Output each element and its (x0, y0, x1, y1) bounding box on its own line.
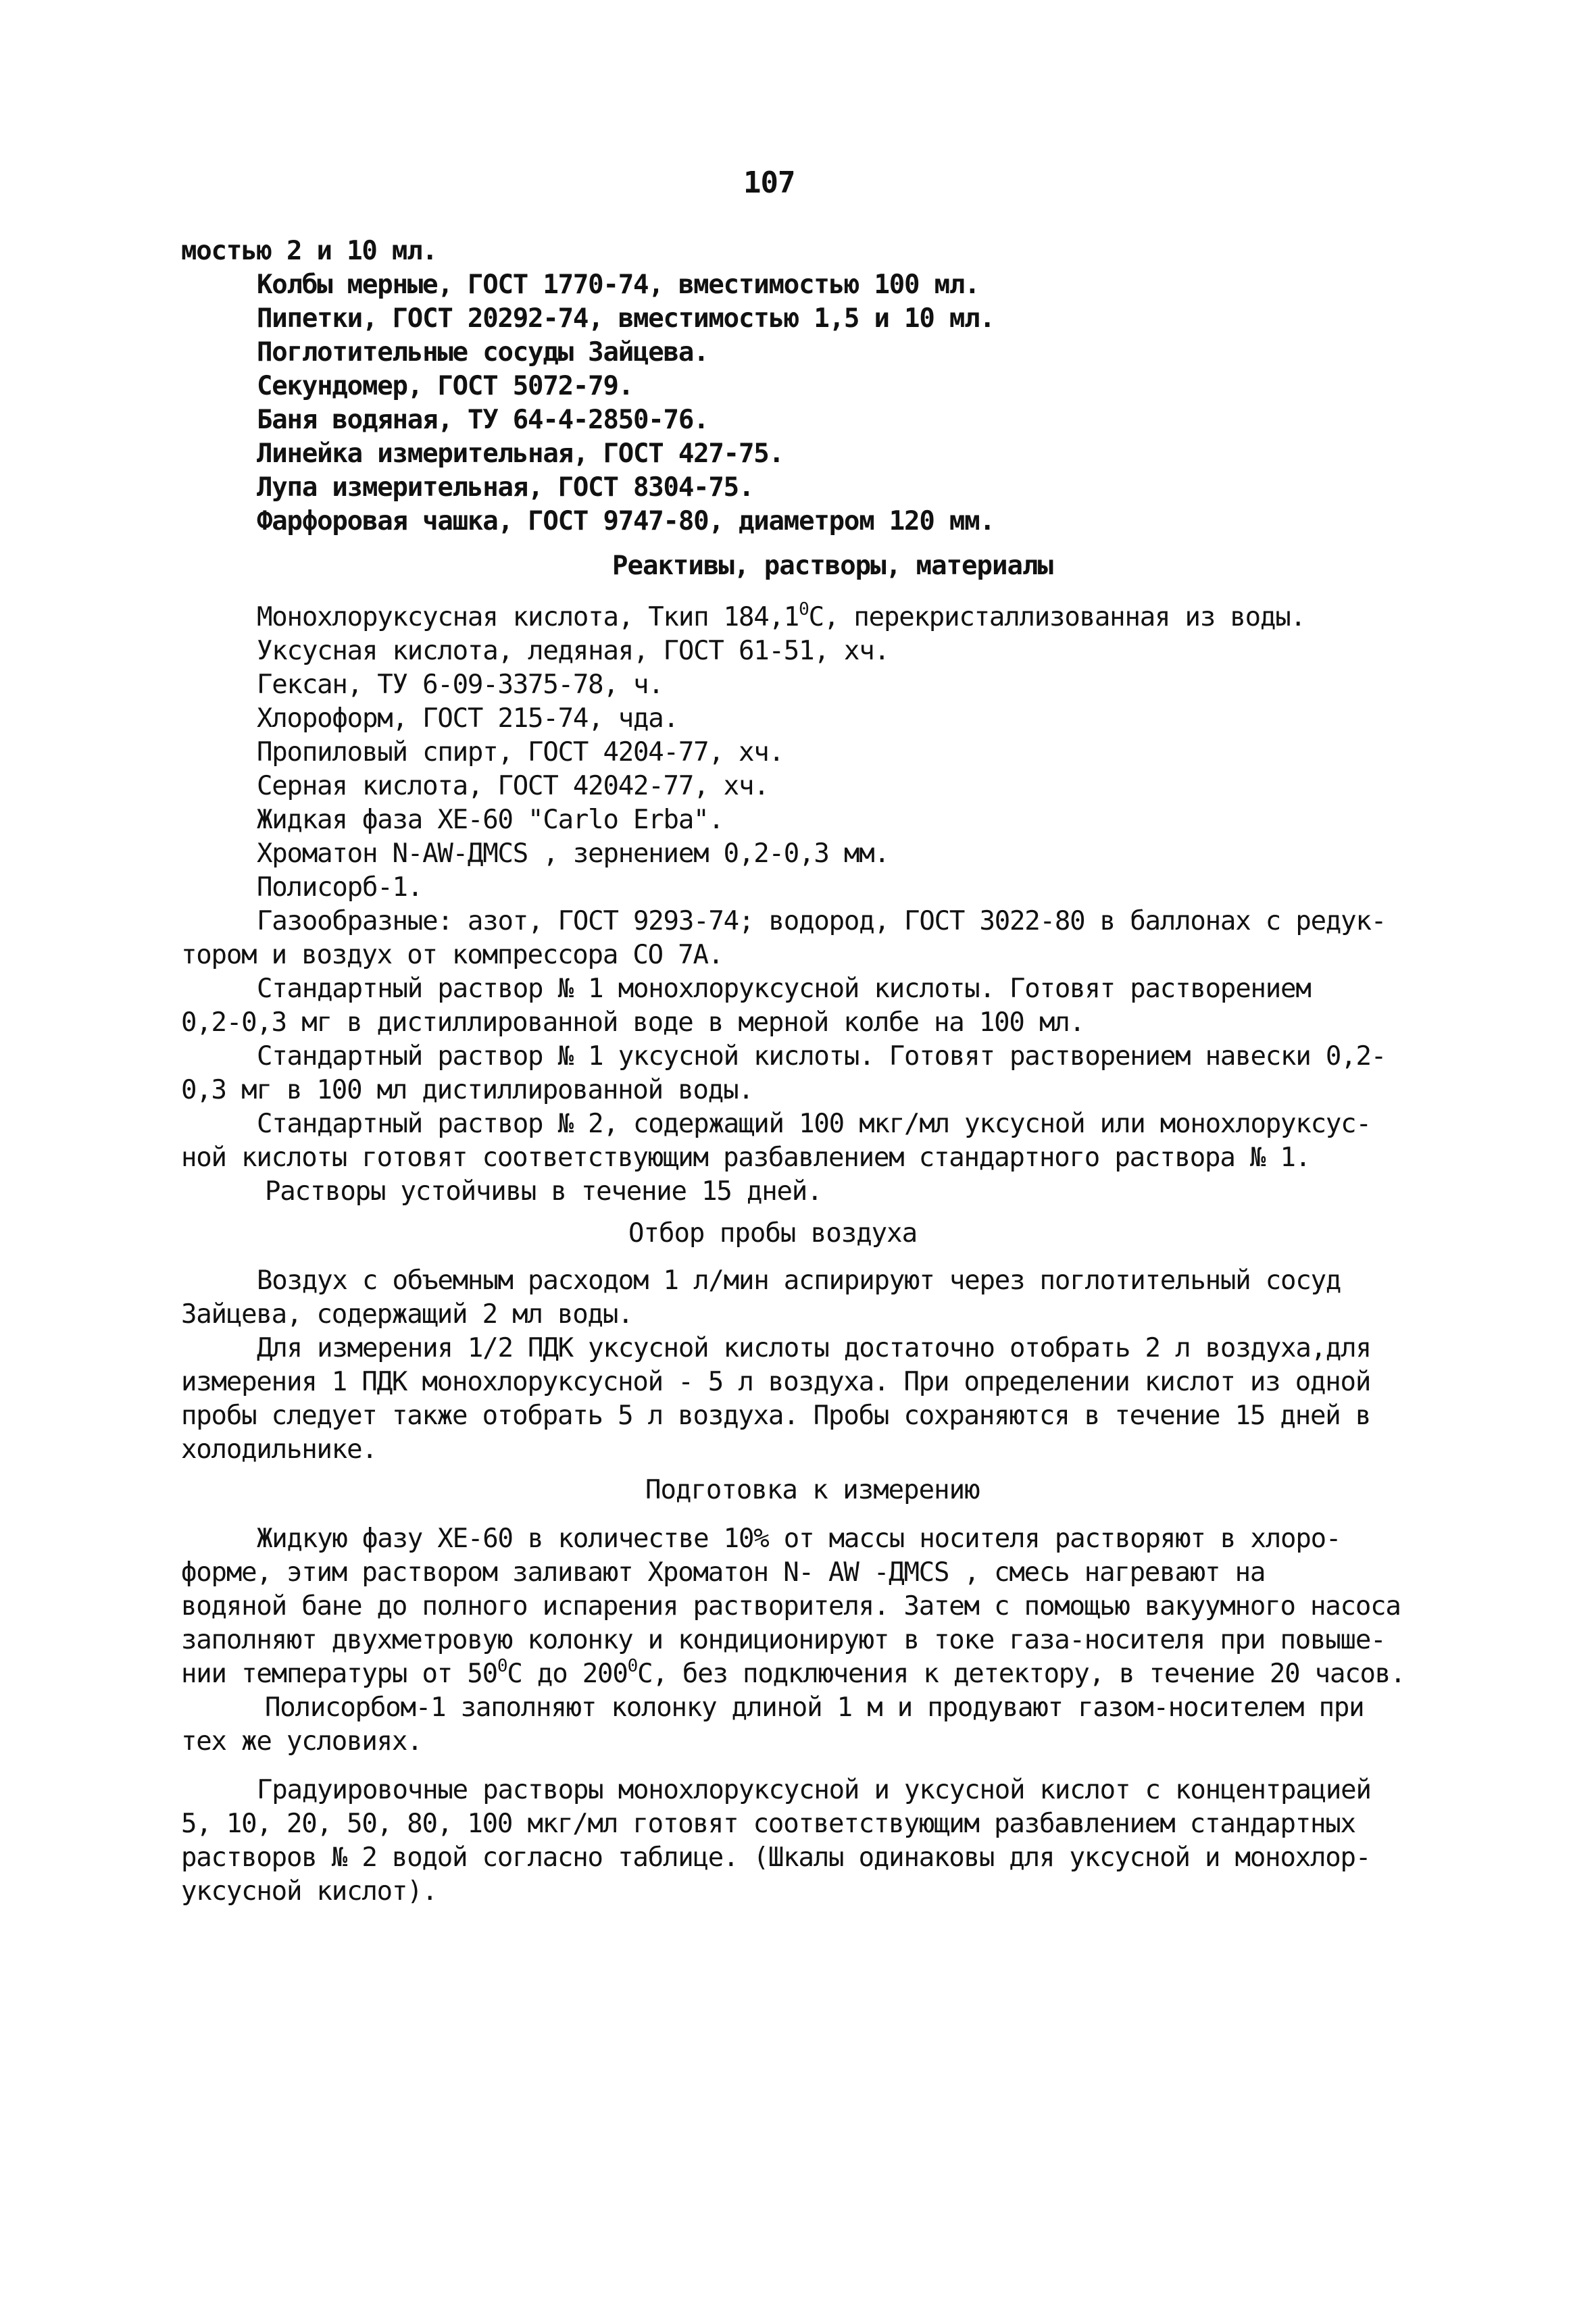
equipment-line: Фарфоровая чашка, ГОСТ 9747-80, диаметром 120 мм. (257, 506, 995, 536)
sampling-line: Зайцева, содержащий 2 мл воды. (181, 1299, 633, 1330)
reagent-line: Гексан, ТУ 6-09-3375-78, ч. (257, 670, 664, 700)
section-heading-reagents: Реактивы, растворы, материалы (612, 551, 1053, 581)
superscript-degree: 0 (799, 599, 809, 620)
reagent-line: тором и воздух от компрессора СО 7А. (181, 940, 724, 970)
sampling-line: холодильнике. (181, 1434, 377, 1465)
reagent-line: 0,2-0,3 мг в дистиллированной воде в мерной колбе на 100 мл. (181, 1007, 1084, 1038)
superscript-degree: 0 (497, 1656, 507, 1676)
equipment-line: Баня водяная, ТУ 64-4-2850-76. (257, 405, 709, 435)
equipment-line: Линейка измерительная, ГОСТ 427-75. (257, 438, 784, 469)
reagent-line: Стандартный раствор № 2, содержащий 100 мкг/мл уксусной или монохлоруксус- (257, 1109, 1371, 1139)
reagent-text: Монохлоруксусная кислота, Ткип 184,1 (257, 602, 799, 632)
reagent-line (257, 600, 1305, 638)
sampling-line: пробы следует также отобрать 5 л воздуха. Пробы сохраняются в течение 15 дней в (181, 1401, 1371, 1431)
equipment-line: Пипетки, ГОСТ 20292-74, вместимостью 1,5 и 10 мл. (257, 303, 995, 334)
reagent-line: Серная кислота, ГОСТ 42042-77, хч. (257, 771, 769, 801)
reagent-line: Газообразные: азот, ГОСТ 9293-74; водород, ГОСТ 3022-80 в баллонах с редук- (257, 906, 1386, 936)
reagent-line: 0,3 мг в 100 мл дистиллированной воды. (181, 1075, 753, 1105)
sampling-line: измерения 1 ПДК монохлоруксусной - 5 л воздуха. При определении кислот из одной (181, 1367, 1371, 1397)
reagent-line: Стандартный раствор № 1 монохлоруксусной кислоты. Готовят растворением (257, 974, 1311, 1004)
prep-line: водяной бане до полного испарения растворителя. Затем с помощью вакуумного насоса (181, 1591, 1401, 1621)
prep-text: нии температуры от 50 (181, 1659, 497, 1689)
equipment-line: Лупа измерительная, ГОСТ 8304-75. (257, 472, 754, 503)
page-number: 107 (743, 166, 795, 200)
prep-line: растворов № 2 водой согласно таблице. (Шкалы одинаковы для уксусной и монохлор- (181, 1842, 1371, 1873)
prep-text: С, без подключения к детектору, в течение 20 часов. (637, 1659, 1405, 1689)
prep-text: С до 200 (507, 1659, 628, 1689)
reagent-line: Уксусная кислота, ледяная, ГОСТ 61-51, хч. (257, 636, 889, 666)
reagent-text: С, перекристаллизованная из воды. (808, 602, 1305, 632)
prep-line: уксусной кислот). (181, 1876, 437, 1907)
prep-line: тех же условиях. (181, 1726, 422, 1757)
reagent-line: Хроматон N-AW-ДМСS , зернением 0,2-0,3 мм. (257, 838, 889, 869)
equipment-line: мостью 2 и 10 мл. (181, 236, 437, 266)
prep-line: Полисорбом-1 заполняют колонку длиной 1 м и продувают газом-носителем при (265, 1692, 1364, 1723)
prep-line: Жидкую фазу ХЕ-60 в количестве 10% от массы носителя растворяют в хлоро- (257, 1524, 1341, 1554)
section-heading-preparation: Подготовка к измерению (645, 1475, 980, 1505)
reagent-line: Хлороформ, ГОСТ 215-74, чда. (257, 703, 678, 734)
reagent-line: ной кислоты готовят соответствующим разбавлением стандартного раствора № 1. (181, 1142, 1310, 1173)
equipment-line: Поглотительные сосуды Зайцева. (257, 337, 709, 368)
prep-line: 5, 10, 20, 50, 80, 100 мкг/мл готовят соответствующим разбавлением стандартных (181, 1809, 1355, 1839)
reagent-line: Полисорб-1. (257, 872, 423, 903)
prep-line: Градуировочные растворы монохлоруксусной и уксусной кислот с концентрацией (257, 1775, 1371, 1805)
sampling-line: Воздух с объемным расходом 1 л/мин аспирируют через поглотительный сосуд (257, 1265, 1341, 1296)
reagent-line: Жидкая фаза ХЕ-60 "Carlo Erba". (257, 805, 724, 835)
reagent-line: Стандартный раствор № 1 уксусной кислоты. Готовят растворением навески 0,2- (257, 1041, 1386, 1072)
reagent-line: Растворы устойчивы в течение 15 дней. (265, 1176, 822, 1207)
superscript-degree: 0 (627, 1656, 638, 1676)
prep-line: заполняют двухметровую колонку и кондиционируют в токе газа-носителя при повыше- (181, 1625, 1386, 1655)
equipment-line: Колбы мерные, ГОСТ 1770-74, вместимостью 100 мл. (257, 270, 980, 300)
sampling-line: Для измерения 1/2 ПДК уксусной кислоты достаточно отобрать 2 л воздуха,для (257, 1333, 1371, 1363)
prep-line (181, 1657, 1405, 1694)
section-heading-sampling: Отбор пробы воздуха (628, 1218, 918, 1249)
prep-line: форме, этим раствором заливают Хроматон N- AW -ДМСS , смесь нагревают на (181, 1557, 1266, 1588)
reagent-line: Пропиловый спирт, ГОСТ 4204-77, хч. (257, 737, 784, 768)
equipment-line: Секундомер, ГОСТ 5072-79. (257, 371, 633, 401)
